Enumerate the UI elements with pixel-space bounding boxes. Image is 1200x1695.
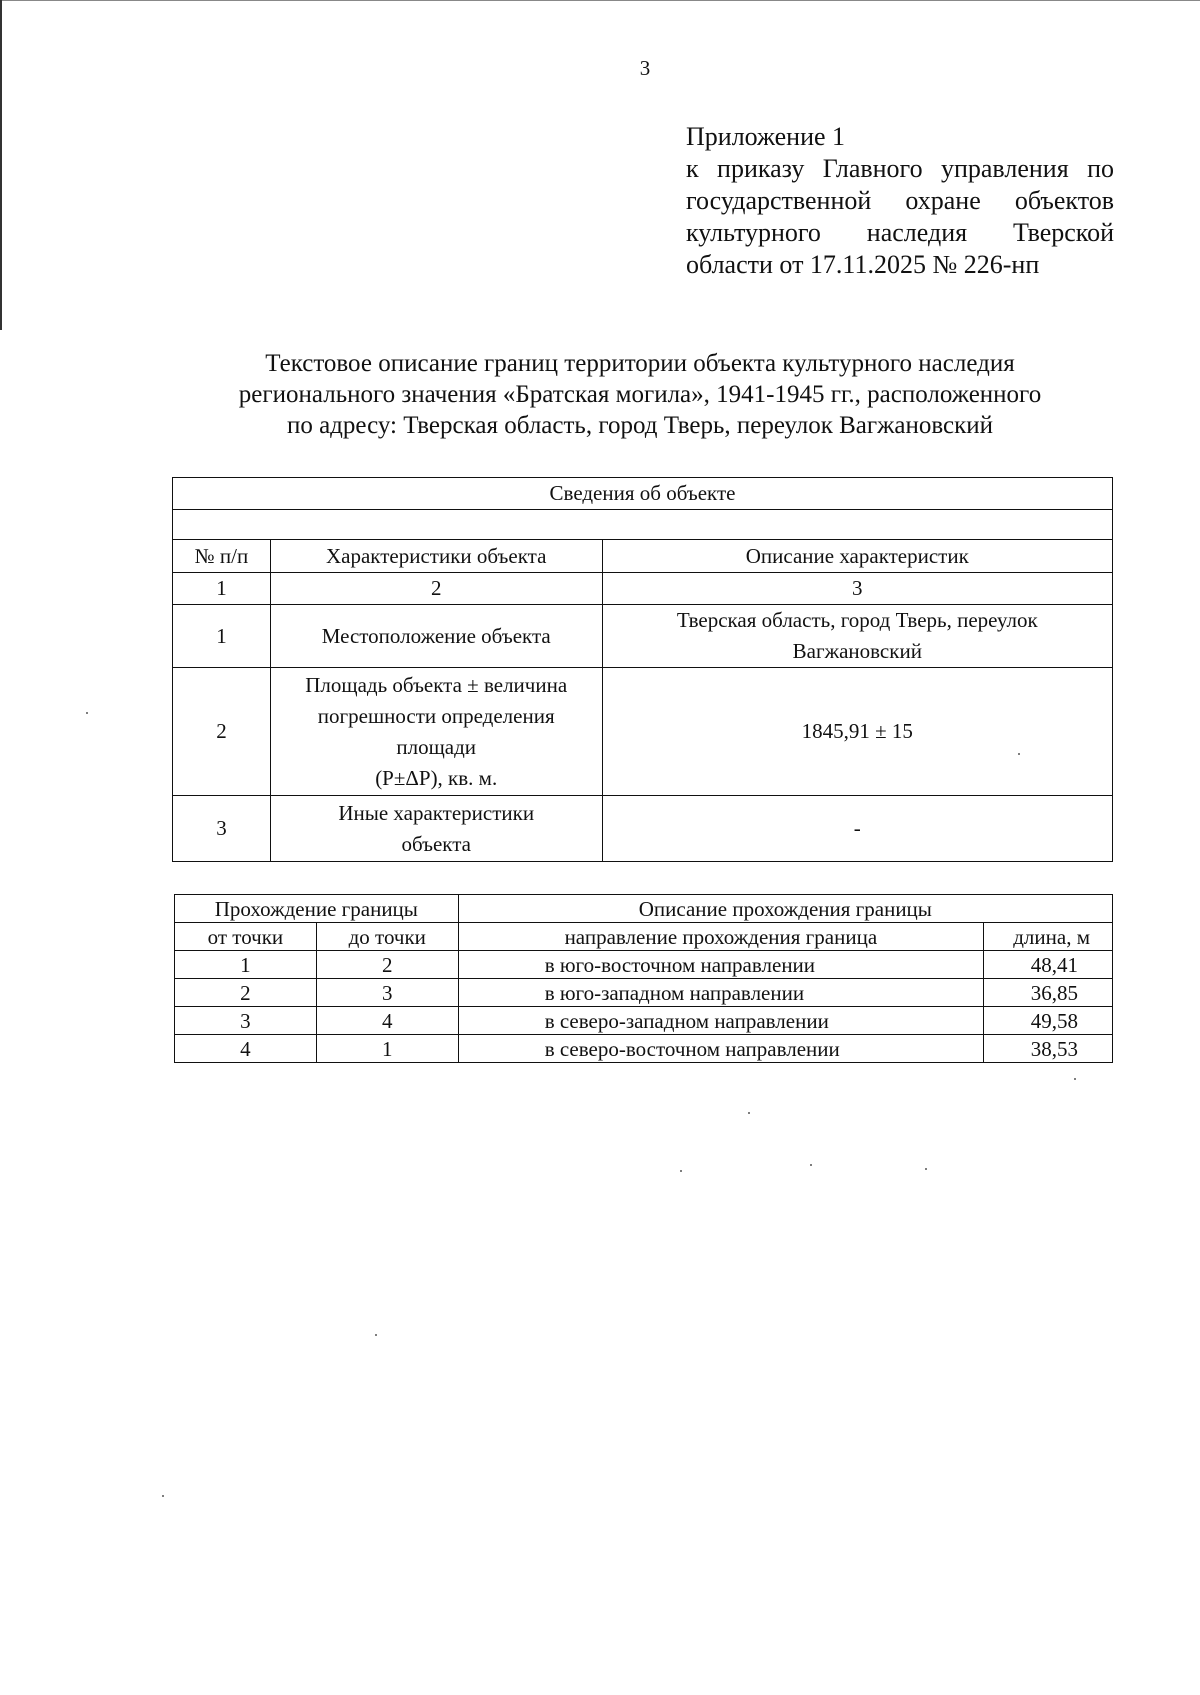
column-header-length: длина, м xyxy=(984,923,1113,951)
from-point: 3 xyxy=(175,1007,317,1035)
row-number: 1 xyxy=(173,605,271,668)
scan-speck xyxy=(925,1168,927,1170)
table-row xyxy=(173,796,1113,862)
to-point: 3 xyxy=(316,979,458,1007)
direction: в северо-западном направлении xyxy=(458,1007,983,1035)
column-number: 2 xyxy=(270,573,602,605)
column-header-direction: направление прохождения граница xyxy=(458,923,983,951)
column-header-number: № п/п xyxy=(173,540,271,573)
scan-speck xyxy=(748,1112,750,1114)
length: 38,53 xyxy=(984,1035,1113,1063)
direction: в юго-восточном направлении xyxy=(458,951,983,979)
appendix-line: области от 17.11.2025 № 226-нп xyxy=(686,250,1040,279)
row-characteristic xyxy=(270,796,602,862)
column-header-from: от точки xyxy=(175,923,317,951)
table-row xyxy=(175,1007,1113,1035)
document-title xyxy=(160,348,1120,441)
column-header-characteristic: Характеристики объекта xyxy=(270,540,602,573)
scan-speck xyxy=(1018,753,1020,755)
scan-speck xyxy=(680,1170,682,1172)
title-line: по адресу: Тверская область, город Тверь, переулок Вагжановский xyxy=(286,412,994,439)
page-number: 3 xyxy=(639,56,651,80)
boundary-table xyxy=(174,894,1113,1063)
title-line: регионального значения «Братская могила», 1941-1945 гг., расположенного xyxy=(238,381,1042,408)
appendix-line: к приказу Главного управления по xyxy=(686,154,1114,183)
appendix-line: государственной охране объектов xyxy=(686,186,1114,215)
scan-speck xyxy=(375,1334,377,1336)
characteristic-line: (Р±ΔР), кв. м. xyxy=(375,765,498,790)
scan-speck xyxy=(1074,1078,1076,1080)
characteristic-line: погрешности определения xyxy=(317,703,555,728)
length: 48,41 xyxy=(984,951,1113,979)
table-row xyxy=(173,605,1113,668)
row-number: 3 xyxy=(173,796,271,862)
appendix-header xyxy=(686,121,1114,281)
row-description: - xyxy=(602,796,1112,862)
column-number: 3 xyxy=(602,573,1112,605)
row-number: 2 xyxy=(173,668,271,796)
from-point: 2 xyxy=(175,979,317,1007)
from-point: 4 xyxy=(175,1035,317,1063)
column-number: 1 xyxy=(173,573,271,605)
object-info-heading: Сведения об объекте xyxy=(173,478,1113,510)
row-characteristic: Местоположение объекта xyxy=(270,605,602,668)
title-line: Текстовое описание границ территории объекта культурного наследия xyxy=(265,350,1015,377)
direction: в юго-западном направлении xyxy=(458,979,983,1007)
row-description: Тверская область, город Тверь, переулок Вагжановский xyxy=(602,605,1112,668)
table-row xyxy=(175,979,1113,1007)
to-point: 4 xyxy=(316,1007,458,1035)
to-point: 1 xyxy=(316,1035,458,1063)
row-description: 1845,91 ± 15 xyxy=(602,668,1112,796)
group-header-boundary: Прохождение границы xyxy=(175,895,459,923)
column-header-description: Описание характеристик xyxy=(602,540,1112,573)
from-point: 1 xyxy=(175,951,317,979)
table-row xyxy=(175,1035,1113,1063)
characteristic-line: Площадь объекта ± величина xyxy=(305,672,568,697)
scan-speck xyxy=(86,712,88,714)
scan-edge-left xyxy=(0,0,2,330)
appendix-line: Приложение 1 xyxy=(686,122,846,151)
length: 36,85 xyxy=(984,979,1113,1007)
scan-edge-top xyxy=(0,0,1200,1)
to-point: 2 xyxy=(316,951,458,979)
group-header-description: Описание прохождения границы xyxy=(458,895,1112,923)
table-row xyxy=(173,668,1113,796)
table-row xyxy=(175,951,1113,979)
appendix-line: культурного наследия Тверской xyxy=(686,218,1114,247)
length: 49,58 xyxy=(984,1007,1113,1035)
scan-speck xyxy=(162,1495,164,1497)
direction: в северо-восточном направлении xyxy=(458,1035,983,1063)
characteristic-line: площади xyxy=(396,734,477,759)
object-info-table xyxy=(172,477,1113,862)
scan-speck xyxy=(810,1164,812,1166)
characteristic-line: Иные характеристики xyxy=(338,800,535,825)
blank-row xyxy=(173,510,1113,540)
row-characteristic xyxy=(270,668,602,796)
characteristic-line: объекта xyxy=(401,831,471,856)
column-header-to: до точки xyxy=(316,923,458,951)
